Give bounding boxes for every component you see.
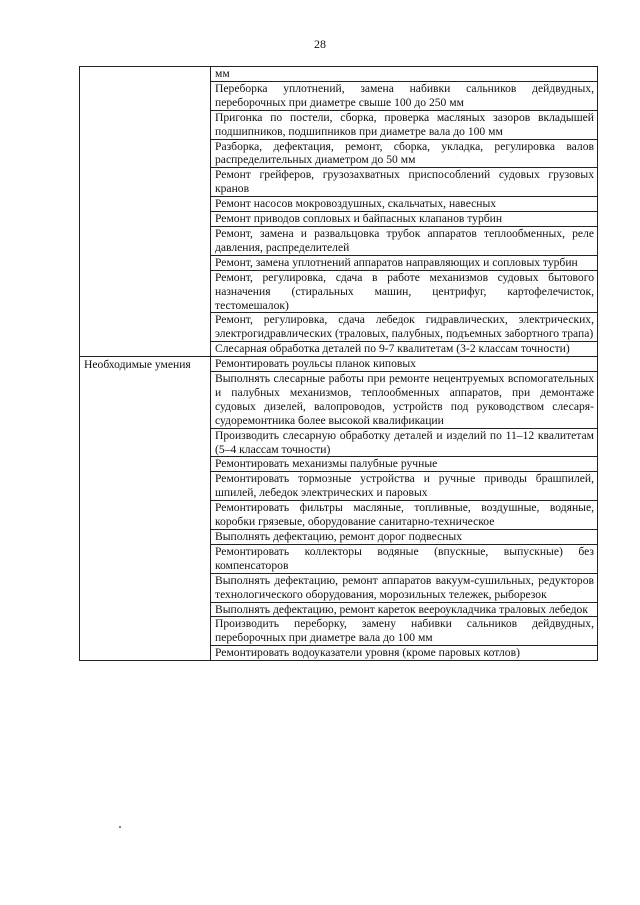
table-cell-text: Ремонт, замена и развальцовка трубок аппаратов теплообменных, реле давления, распределителей (215, 226, 594, 254)
table-cell-text: Переборка уплотнений, замена набивки сальников дейдвудных, переборочных при диаметре свыше 100 до 250 мм (215, 81, 594, 109)
table-cell-text: Ремонт насосов мокровоздушных, скальчатых, навесных (215, 197, 497, 211)
table-cell-text: Ремонт грейферов, грузозахватных приспособлений судовых грузовых кранов (215, 168, 594, 196)
table-cell-text: Выполнять дефектацию, ремонт дорог подвесных (215, 530, 463, 543)
table-cell-text: Выполнять дефектацию, ремонт кареток веероукладчика траловых лебедок (215, 602, 588, 616)
skills-label: Необходимые умения (84, 358, 191, 372)
table-cell (211, 544, 598, 573)
skills-label-cell (80, 357, 211, 661)
table-cell (211, 602, 598, 617)
table-cell-text: Производить слесарную обработку деталей и изделий по 11–12 квалитетам (5–4 классам точности) (215, 428, 594, 456)
table-cell-text: Ремонтировать коллекторы водяные (впускные, выпускные) без компенсаторов (215, 544, 594, 572)
table-cell (211, 139, 598, 168)
table-cell-text: Разборка, дефектация, ремонт, сборка, укладка, регулировка валов распределительных диаметром до 50 мм (215, 139, 594, 167)
table-cell (211, 212, 598, 227)
table-cell (211, 530, 598, 545)
empty-label-cell (80, 67, 211, 357)
table-cell-text: Производить переборку, замену набивки сальников дейдвудных, переборочных при диаметре вала до 100 мм (215, 617, 594, 645)
table-cell-text: Ремонтировать роульсы планок киповых (215, 357, 416, 371)
table-cell-text: Выполнять дефектацию, ремонт аппаратов вакуум-сушильных, редукторов технологического оборудования, морозильных тележек, рыборезок (215, 573, 594, 601)
table-cell-text: Выполнять слесарные работы при ремонте нецентруемых вспомогательных и палубных механизмов, теплообменных аппаратов, при демонтаже судовых дизелей, валопроводов, устройств под руководством слесаря-судоремонтника более высокой квалификации (215, 372, 594, 427)
table-cell (211, 428, 598, 457)
table-cell (211, 81, 598, 110)
table-cell (211, 313, 598, 342)
table-cell (211, 197, 598, 212)
page-number: 28 (314, 37, 326, 51)
table-cell (211, 110, 598, 139)
table-cell (211, 501, 598, 530)
table-cell (211, 617, 598, 646)
scan-speck (119, 826, 121, 828)
requirements-table-body (80, 67, 598, 661)
table-row (80, 357, 598, 372)
table-cell (211, 646, 598, 661)
table-cell (211, 168, 598, 197)
table-cell-text: Пригонка по постели, сборка, проверка масляных зазоров вкладышей подшипников, подшипников при диаметре вала до 100 мм (215, 110, 594, 138)
table-cell-text: Ремонтировать водоуказатели уровня (кроме паровых котлов) (215, 646, 520, 660)
table-cell (211, 457, 598, 472)
table-cell (211, 342, 598, 357)
table-cell (211, 67, 598, 82)
requirements-table (79, 66, 598, 661)
table-cell-text: Ремонтировать механизмы палубные ручные (215, 457, 438, 471)
table-cell-text: Ремонт, регулировка, сдача в работе механизмов судовых бытового назначения (стиральных машин, центрифуг, картофелечисток, тестомешалок) (215, 270, 594, 312)
table-cell (211, 372, 598, 429)
table-cell-text: Слесарная обработка деталей по 9-7 квалитетам (3-2 классам точности) (215, 342, 570, 356)
table-cell (211, 573, 598, 602)
table-row (80, 67, 598, 82)
table-cell (211, 270, 598, 313)
table-cell-text: мм (215, 67, 230, 80)
table-cell (211, 357, 598, 372)
table-cell-text: Ремонтировать тормозные устройства и ручные приводы брашпилей, шпилей, лебедок электрических и паровых (215, 472, 594, 500)
table-cell-text: Ремонтировать фильтры масляные, топливные, воздушные, водяные, коробки грязевые, оборудование санитарно-техническое (215, 501, 594, 529)
table-cell (211, 255, 598, 270)
table-cell (211, 472, 598, 501)
table-cell-text: Ремонт, замена уплотнений аппаратов направляющих и сопловых турбин (215, 255, 578, 269)
table-cell-text: Ремонт, регулировка, сдача лебедок гидравлических, электрических, электрогидравлических (траловых, палубных, подъемных забортного трапа) (215, 313, 594, 341)
table-cell-text: Ремонт приводов сопловых и байпасных клапанов турбин (215, 212, 503, 226)
table-cell (211, 226, 598, 255)
